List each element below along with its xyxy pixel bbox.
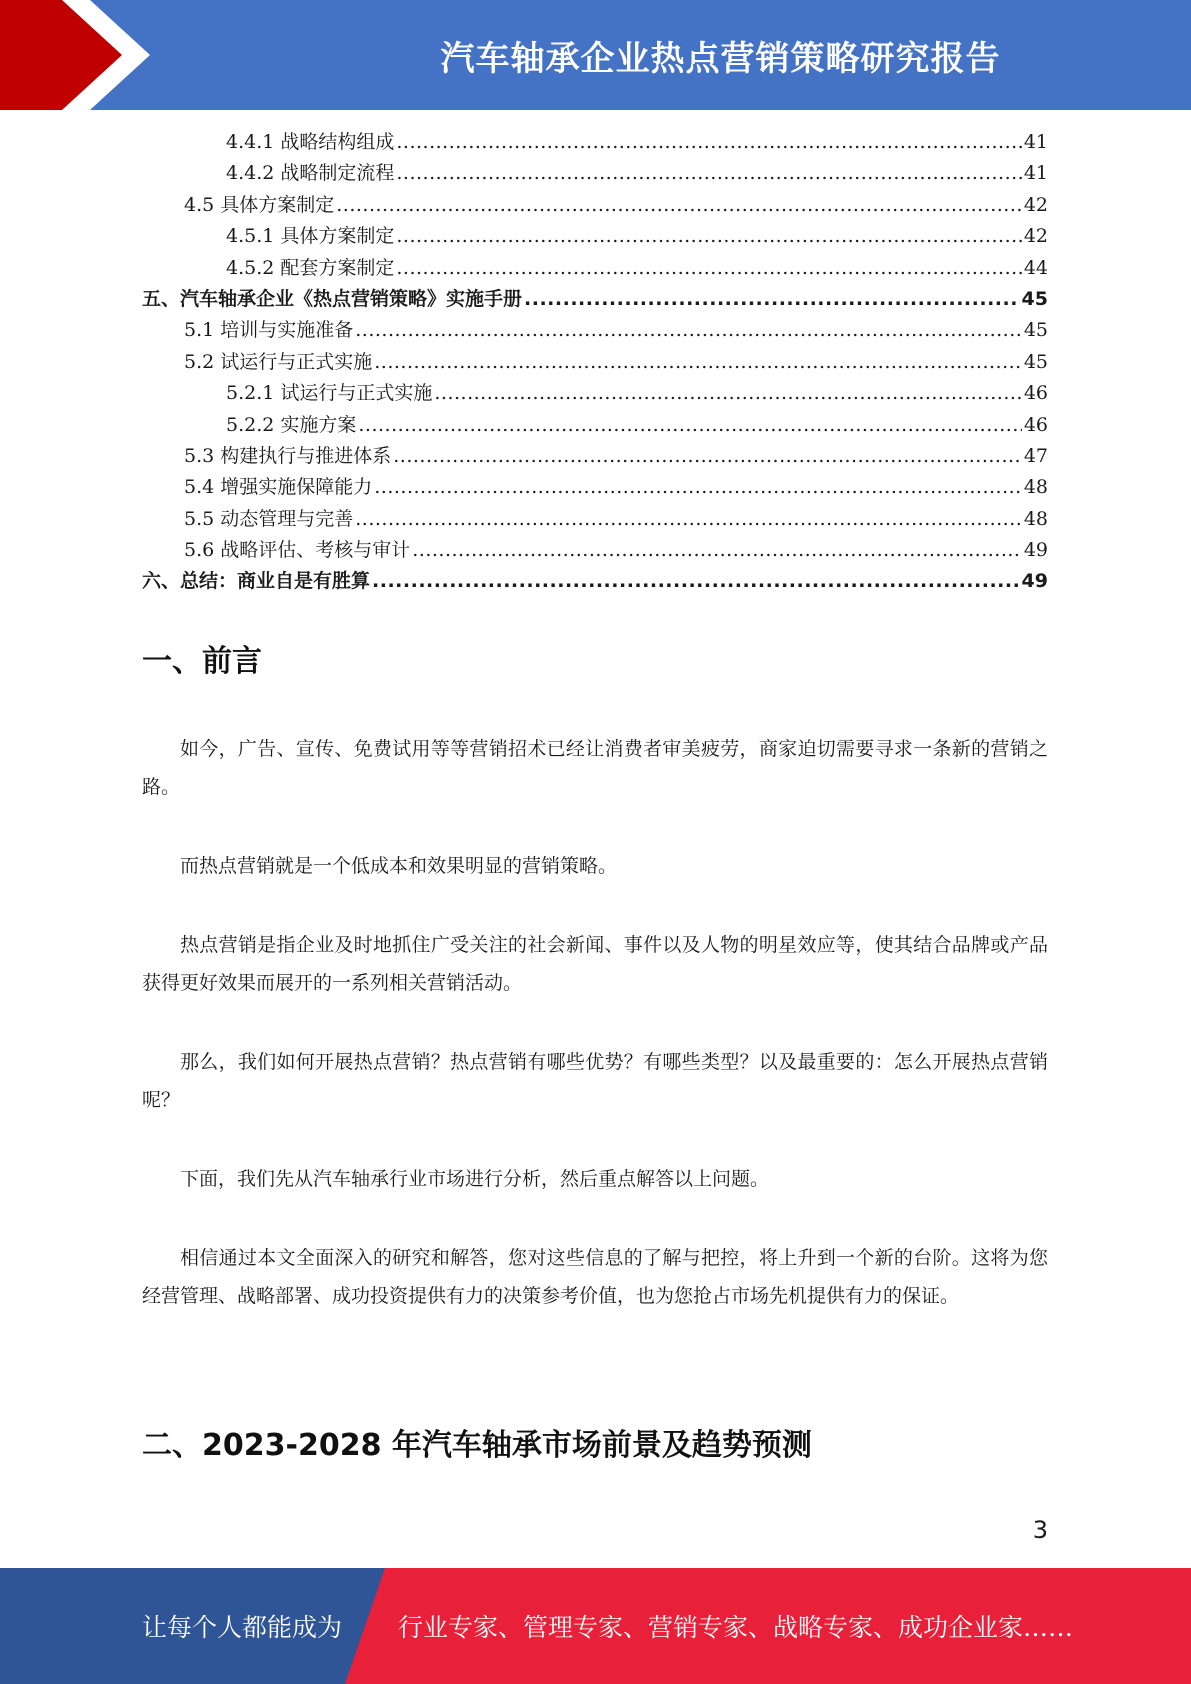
toc-entry[interactable]: [142, 315, 1048, 346]
preface-body: [142, 730, 1048, 1356]
page-footer: [0, 1568, 1191, 1684]
toc-entry-label: 5.6 战略评估、考核与审计: [184, 539, 411, 562]
toc-entry-label: 5.2.2 实施方案: [226, 413, 357, 436]
toc-dot-leader: [412, 535, 1022, 566]
toc-dot-leader: [355, 315, 1022, 346]
toc-dot-leader: [355, 504, 1022, 535]
toc-entry[interactable]: [142, 190, 1048, 221]
toc-entry[interactable]: [142, 410, 1048, 441]
toc-entry-page: 49: [1021, 570, 1048, 593]
toc-dot-leader: [396, 158, 1021, 189]
toc-entry[interactable]: [142, 441, 1048, 472]
toc-entry-label: 5.5 动态管理与完善: [184, 507, 354, 530]
toc-entry-label: 五、汽车轴承企业《热点营销策略》实施手册: [142, 287, 523, 310]
toc-entry-page: 41: [1023, 162, 1048, 185]
toc-dot-leader: [393, 441, 1022, 472]
body-paragraph: 相信通过本文全面深入的研究和解答，您对这些信息的了解与把控，将上升到一个新的台阶。这将为您经营管理、战略部署、成功投资提供有力的决策参考价值，也为您抢占市场先机提供有力的保证。: [142, 1247, 1048, 1307]
toc-entry-label: 4.5.1 具体方案制定: [226, 225, 395, 248]
footer-slogan-left: 让每个人都能成为: [142, 1613, 343, 1642]
toc-entry[interactable]: [142, 347, 1048, 378]
toc-entry-label: 5.4 增强实施保障能力: [184, 476, 373, 499]
page-number: 3: [1032, 1516, 1048, 1544]
report-title: 汽车轴承企业热点营销策略研究报告: [440, 38, 1001, 79]
toc-entry[interactable]: [142, 378, 1048, 409]
toc-entry[interactable]: [142, 566, 1048, 597]
toc-dot-leader: [524, 284, 1020, 315]
toc-entry-label: 4.4.2 战略制定流程: [226, 162, 395, 185]
toc-dot-leader: [372, 566, 1020, 597]
toc-dot-leader: [396, 127, 1021, 158]
section-heading-preface: 一、前言: [142, 644, 262, 679]
toc-entry[interactable]: [142, 472, 1048, 503]
toc-entry-page: 45: [1023, 350, 1048, 373]
body-paragraph: 而热点营销就是一个低成本和效果明显的营销策略。: [180, 855, 618, 877]
toc-dot-leader: [336, 190, 1022, 221]
toc-dot-leader: [434, 378, 1021, 409]
body-paragraph: 下面，我们先从汽车轴承行业市场进行分析，然后重点解答以上问题。: [180, 1168, 770, 1190]
toc-entry[interactable]: [142, 127, 1048, 158]
toc-entry-label: 六、总结：商业自是有胜算: [142, 570, 371, 593]
toc-entry-page: 42: [1023, 193, 1048, 216]
toc-entry-page: 49: [1023, 539, 1048, 562]
toc-entry[interactable]: [142, 284, 1048, 315]
toc-entry-label: 5.2.1 试运行与正式实施: [226, 382, 433, 405]
footer-slogan-right: 行业专家、管理专家、营销专家、战略专家、成功企业家……: [398, 1613, 1074, 1642]
toc-entry-page: 41: [1023, 131, 1048, 153]
toc-dot-leader: [396, 253, 1021, 284]
toc-entry-page: 44: [1023, 256, 1048, 279]
toc-entry[interactable]: [142, 535, 1048, 566]
body-paragraph: 热点营销是指企业及时地抓住广受关注的社会新闻、事件以及人物的明星效应等，使其结合品牌或产品获得更好效果而展开的一系列相关营销活动。: [142, 934, 1048, 994]
toc-entry[interactable]: [142, 158, 1048, 189]
body-paragraph: 那么，我们如何开展热点营销？热点营销有哪些优势？有哪些类型？以及最重要的：怎么开展热点营销呢？: [142, 1051, 1048, 1111]
toc-entry-label: 5.1 培训与实施准备: [184, 319, 354, 342]
toc-entry-label: 5.3 构建执行与推进体系: [184, 444, 392, 467]
toc-entry-label: 4.4.1 战略结构组成: [226, 131, 395, 153]
toc-dot-leader: [374, 472, 1022, 503]
toc-entry-page: 46: [1023, 382, 1048, 405]
section-heading-market-forecast: 二、2023-2028 年汽车轴承市场前景及趋势预测: [142, 1428, 812, 1463]
toc-dot-leader: [374, 347, 1022, 378]
toc-entry-label: 4.5 具体方案制定: [184, 193, 335, 216]
toc-entry-page: 45: [1021, 287, 1048, 310]
toc-entry-page: 45: [1023, 319, 1048, 342]
toc-entry-page: 48: [1023, 476, 1048, 499]
table-of-contents: [142, 127, 1048, 598]
toc-entry-page: 48: [1023, 507, 1048, 530]
toc-entry[interactable]: [142, 253, 1048, 284]
toc-entry[interactable]: [142, 221, 1048, 252]
toc-entry-label: 5.2 试运行与正式实施: [184, 350, 373, 373]
toc-entry-page: 42: [1023, 225, 1048, 248]
header-arrow-decoration: [0, 0, 160, 110]
page-header: [0, 0, 1191, 110]
toc-dot-leader: [396, 221, 1021, 252]
toc-entry[interactable]: [142, 504, 1048, 535]
toc-entry-page: 46: [1023, 413, 1048, 436]
toc-entry-label: 4.5.2 配套方案制定: [226, 256, 395, 279]
body-paragraph: 如今，广告、宣传、免费试用等等营销招术已经让消费者审美疲劳，商家迫切需要寻求一条新的营销之路。: [142, 738, 1048, 798]
toc-entry-page: 47: [1023, 444, 1048, 467]
toc-dot-leader: [358, 410, 1021, 441]
